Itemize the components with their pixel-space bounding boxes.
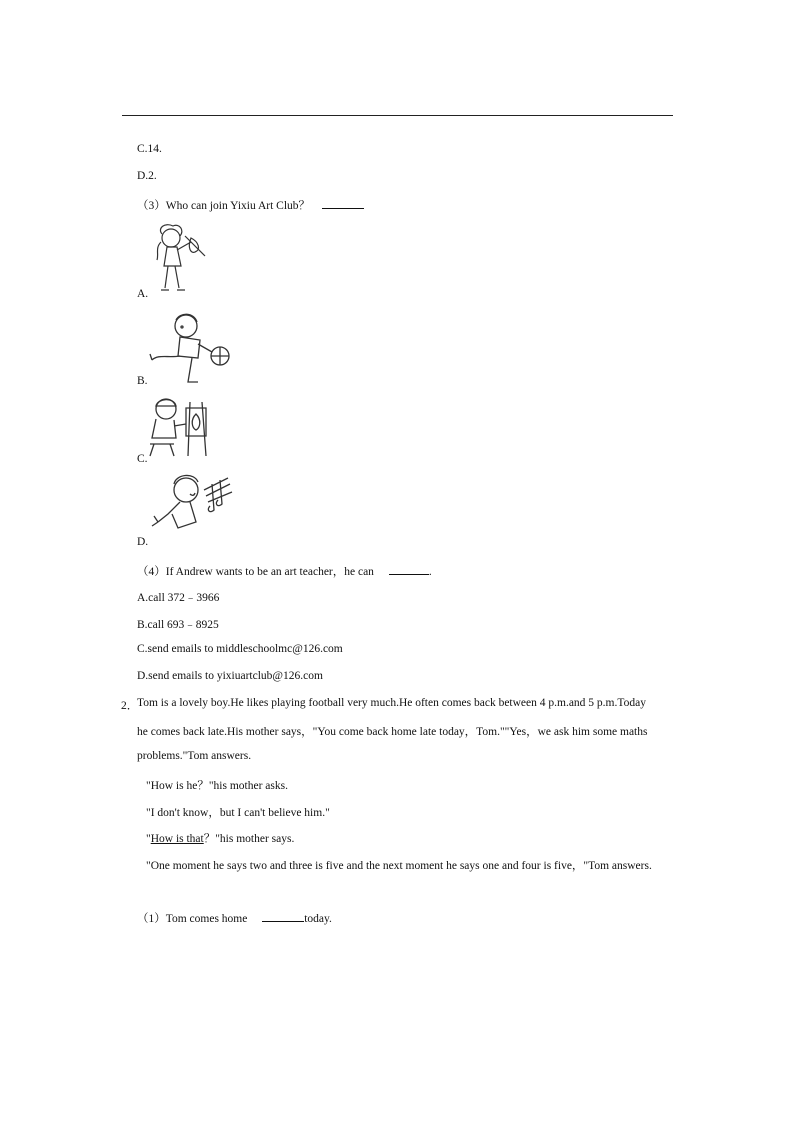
question-2-1-stem xyxy=(137,910,332,926)
question-2-1-text: （1）Tom comes home xyxy=(137,913,248,925)
option-b-label: B. xyxy=(137,375,148,387)
dialogue-line-3 xyxy=(146,830,294,846)
option-a-label: A. xyxy=(137,288,149,300)
q4-option-b: B.call 693﹣8925 xyxy=(137,619,219,631)
passage-line-2: he comes back late.His mother says，"You come back home late today，Tom.""Yes，we ask him some maths xyxy=(137,726,648,738)
option-c-label: C. xyxy=(137,453,148,465)
q4-option-a: A.call 372﹣3966 xyxy=(137,592,220,604)
question-4-tail: . xyxy=(428,566,432,578)
girl-playing-violin-icon xyxy=(147,220,217,298)
q4-option-d: D.send emails to yixiuartclub@126.com xyxy=(137,670,323,682)
option-c: C.14. xyxy=(137,143,162,155)
question-3-text: （3）Who can join Yixiu Art Club？ xyxy=(137,200,311,212)
question-2-1-tail: today. xyxy=(304,913,332,925)
question-3-stem xyxy=(137,197,364,213)
boy-playing-basketball-icon xyxy=(148,310,234,386)
underlined-phrase: How is that xyxy=(150,833,204,845)
passage-line-3: problems."Tom answers. xyxy=(137,750,252,762)
dialogue-line-4: "One moment he says two and three is five and the next moment he says one and four is five，"Tom answers. xyxy=(146,860,652,872)
question-2-number: 2． xyxy=(121,700,139,712)
boy-painting-at-easel-icon xyxy=(146,396,214,460)
quote-open: " xyxy=(146,833,151,845)
option-d: D.2. xyxy=(137,170,157,182)
question-4-stem xyxy=(137,563,432,579)
answer-blank xyxy=(262,911,304,922)
answer-blank xyxy=(322,198,364,209)
dialogue-line-3-rest: ？"his mother says. xyxy=(203,833,295,845)
answer-blank xyxy=(389,564,429,575)
passage-line-1: Tom is a lovely boy.He likes playing football very much.He often comes back between 4 p.m.and 5 p.m.Today xyxy=(137,697,646,709)
header-rule xyxy=(122,115,673,116)
boy-singing-icon xyxy=(150,470,234,542)
question-4-text: （4）If Andrew wants to be an art teacher，he can xyxy=(137,566,374,578)
dialogue-line-1: "How is he？"his mother asks. xyxy=(146,780,288,792)
option-d-label: D. xyxy=(137,536,149,548)
q4-option-c: C.send emails to middleschoolmc@126.com xyxy=(137,643,343,655)
dialogue-line-2: "I don't know，but I can't believe him." xyxy=(146,807,330,819)
